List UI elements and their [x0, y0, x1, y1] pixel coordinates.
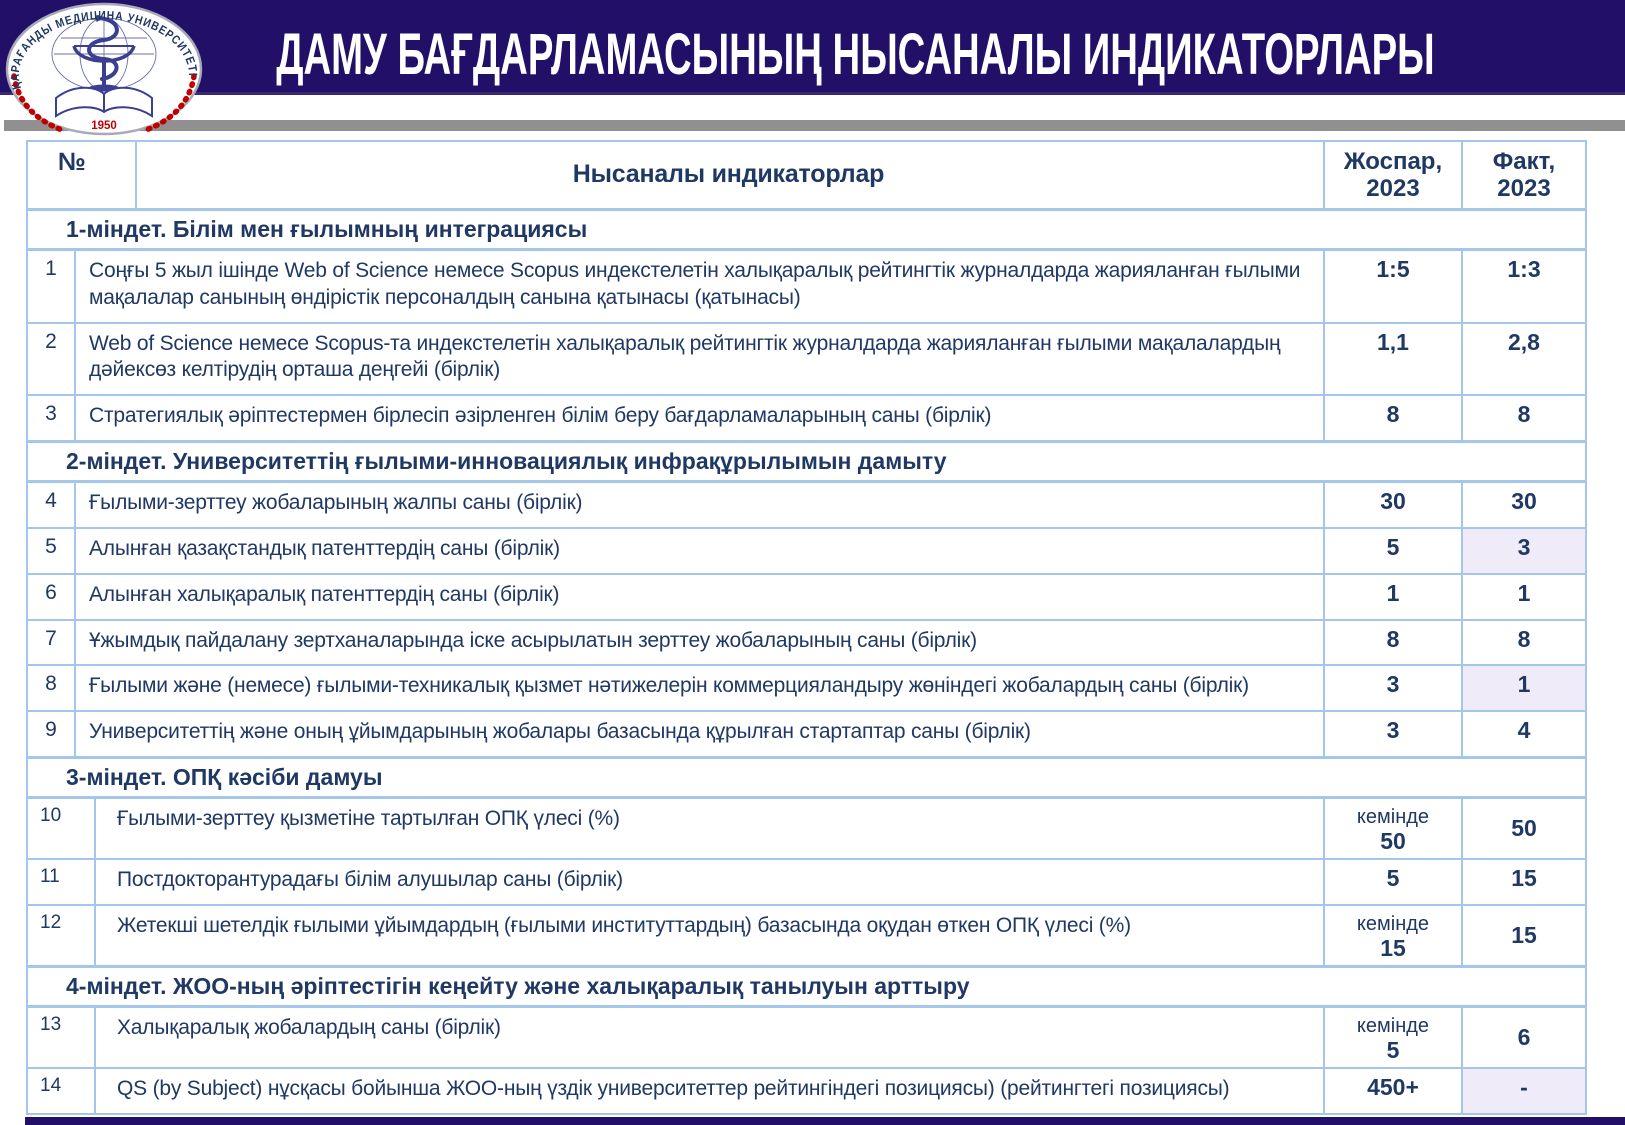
plan-cell	[1323, 860, 1461, 904]
footer-bar	[25, 1117, 1625, 1125]
row-number-cell: 3	[45, 402, 57, 426]
table-row	[28, 480, 1585, 527]
divider-bar	[4, 120, 1625, 131]
fact-value: 8	[1517, 625, 1531, 652]
fact-cell	[1461, 906, 1585, 965]
indicator-cell: Стратегиялық әріптестермен бірлесіп әзірленген білім беру бағдарламаларының саны (бірлік)	[74, 396, 1323, 440]
plan-qualifier: кемінде	[1356, 913, 1430, 936]
plan-value: 5	[1386, 865, 1400, 892]
header-banner	[0, 0, 1625, 95]
plan-cell	[1323, 621, 1461, 665]
indicator-cell: Ұжымдық пайдалану зертханаларында іске асырылатын зерттеу жобаларының саны (бірлік)	[74, 621, 1323, 665]
table-section-row	[28, 208, 1585, 248]
table-row	[28, 710, 1585, 756]
table-row	[28, 1005, 1585, 1067]
indicators-table	[26, 140, 1587, 1115]
indicator-cell: Жетекші шетелдік ғылыми ұйымдардың (ғылыми институттардың) базасында оқудан өткен ОПҚ үлесі (%)	[94, 906, 1323, 965]
plan-cell	[1323, 712, 1461, 756]
fact-value: 1	[1517, 671, 1531, 698]
fact-value: 1	[1517, 579, 1531, 606]
row-number-cell: 5	[45, 534, 57, 558]
fact-value: 6	[1517, 1023, 1531, 1050]
slide-title: ДАМУ БАҒДАРЛАМАСЫНЫҢ НЫСАНАЛЫ ИНДИКАТОРЛАРЫ	[276, 22, 1435, 87]
fact-value: 2,8	[1508, 328, 1540, 355]
fact-value: 1:3	[1507, 256, 1541, 283]
fact-cell	[1461, 1008, 1585, 1067]
fact-cell	[1461, 621, 1585, 665]
fact-cell	[1461, 483, 1585, 527]
indicator-cell: Соңғы 5 жыл ішінде Web of Science немесе Scopus индекстелетін халықаралық рейтингтік журналдарда жарияланған ғылыми мақалалар санының өндірістік персоналдың санына қатынасы (қатынасы)	[74, 251, 1323, 321]
header-plan-cell: Жоспар, 2023	[1323, 142, 1461, 208]
section-label: 3-міндет. ОПҚ кәсіби дамуы	[66, 764, 383, 791]
fact-value: 30	[1511, 487, 1537, 514]
row-number-cell: 10	[40, 805, 62, 827]
table-row	[28, 904, 1585, 965]
fact-value: 15	[1511, 921, 1537, 948]
section-label: 4-міндет. ЖОО-ның әріптестігін кеңейту және халықаралық танылуын арттыру	[66, 973, 970, 1000]
row-number-cell: 14	[40, 1075, 62, 1097]
indicator-cell: Университеттің және оның ұйымдарының жобалары базасында құрылған стартаптар саны (бірлік)	[74, 712, 1323, 756]
row-number-cell: 2	[45, 329, 57, 353]
plan-cell	[1323, 575, 1461, 619]
table-row	[28, 858, 1585, 904]
table-row	[28, 248, 1585, 321]
indicator-cell: Постдокторантурадағы білім алушылар саны (бірлік)	[94, 860, 1323, 904]
plan-cell	[1323, 906, 1461, 965]
table-section-row	[28, 756, 1585, 796]
plan-value: 3	[1386, 671, 1400, 698]
fact-cell	[1461, 529, 1585, 573]
indicator-cell: Ғылыми және (немесе) ғылыми-техникалық қызмет нәтижелерін коммерцияландыру жөніндегі жобалардың саны (бірлік)	[74, 666, 1323, 710]
header-fact-cell: Факт, 2023	[1461, 142, 1585, 208]
plan-value: 450+	[1367, 1074, 1419, 1101]
row-number-cell: 13	[40, 1014, 62, 1036]
plan-cell	[1323, 251, 1461, 321]
fact-value: 15	[1511, 865, 1537, 892]
plan-value: 8	[1386, 401, 1400, 428]
fact-cell	[1461, 860, 1585, 904]
row-number-cell: 9	[45, 718, 57, 742]
plan-value: 3	[1386, 717, 1400, 744]
indicator-cell: QS (by Subject) нұсқасы бойынша ЖОО-ның үздік университеттер рейтингіндегі позициясы) (рейтингтегі позициясы)	[94, 1069, 1323, 1113]
plan-value: 50	[1380, 828, 1406, 855]
plan-cell	[1323, 666, 1461, 710]
header-num-cell: №	[58, 148, 86, 176]
table-row	[28, 796, 1585, 858]
fact-value: 4	[1517, 717, 1531, 744]
row-number-cell: 1	[45, 257, 57, 281]
fact-value: 3	[1517, 533, 1531, 560]
plan-cell	[1323, 483, 1461, 527]
row-number-cell: 11	[40, 866, 60, 888]
fact-cell	[1461, 251, 1585, 321]
fact-cell	[1461, 324, 1585, 394]
plan-value: 15	[1380, 935, 1406, 962]
fact-value: -	[1520, 1074, 1528, 1101]
fact-cell	[1461, 1069, 1585, 1113]
fact-cell	[1461, 666, 1585, 710]
indicator-cell: Халықаралық жобалардың саны (бірлік)	[94, 1008, 1323, 1067]
header-indicator-cell: Нысаналы индикаторлар	[135, 142, 1323, 208]
plan-qualifier: кемінде	[1356, 806, 1430, 829]
table-row	[28, 322, 1585, 394]
plan-cell	[1323, 1008, 1461, 1067]
row-number-cell: 12	[40, 912, 62, 934]
table-row	[28, 619, 1585, 665]
plan-value: 5	[1386, 533, 1400, 560]
indicator-cell: Ғылыми-зерттеу жобаларының жалпы саны (бірлік)	[74, 483, 1323, 527]
table-row	[28, 527, 1585, 573]
table-row	[28, 573, 1585, 619]
plan-value: 8	[1386, 625, 1400, 652]
table-row	[28, 1067, 1585, 1113]
plan-cell	[1323, 799, 1461, 858]
logo-year: 1950	[91, 120, 117, 132]
table-section-row	[28, 965, 1585, 1005]
table-header-row	[28, 142, 1585, 208]
plan-value: 1,1	[1377, 328, 1409, 355]
plan-value: 1:5	[1376, 256, 1410, 283]
indicator-cell: Ғылыми-зерттеу қызметіне тартылған ОПҚ үлесі (%)	[94, 799, 1323, 858]
row-number-cell: 6	[45, 580, 57, 604]
row-number-cell: 7	[45, 626, 57, 650]
section-label: 1-міндет. Білім мен ғылымның интеграциясы	[66, 216, 588, 243]
fact-value: 8	[1517, 401, 1531, 428]
university-logo	[4, 2, 204, 136]
plan-value: 5	[1386, 1037, 1400, 1064]
section-label: 2-міндет. Университеттің ғылыми-инновациялық инфрақұрылымын дамыту	[66, 447, 947, 474]
plan-value: 1	[1386, 579, 1400, 606]
indicator-cell: Алынған қазақстандық патенттердің саны (бірлік)	[74, 529, 1323, 573]
fact-cell	[1461, 396, 1585, 440]
row-number-cell: 4	[45, 488, 57, 512]
fact-value: 50	[1511, 814, 1537, 841]
table-section-row	[28, 440, 1585, 480]
plan-cell	[1323, 1069, 1461, 1113]
plan-value: 30	[1380, 487, 1406, 514]
plan-cell	[1323, 396, 1461, 440]
plan-qualifier: кемінде	[1356, 1015, 1430, 1038]
indicator-cell: Web of Science немесе Scopus-та индекстелетін халықаралық рейтингтік журналдарда жарияланған ғылыми мақалалардың дәйексөз келтірудің орташа деңгейі (бірлік)	[74, 324, 1323, 394]
indicator-cell: Алынған халықаралық патенттердің саны (бірлік)	[74, 575, 1323, 619]
fact-cell	[1461, 799, 1585, 858]
plan-cell	[1323, 529, 1461, 573]
logo-ring-text: ҚАРАҒАНДЫ МЕДИЦИНА УНИВЕРСИТЕТІ	[7, 8, 201, 92]
row-number-cell: 8	[45, 672, 57, 696]
plan-cell	[1323, 324, 1461, 394]
table-row	[28, 664, 1585, 710]
fact-cell	[1461, 575, 1585, 619]
fact-cell	[1461, 712, 1585, 756]
table-row	[28, 394, 1585, 440]
